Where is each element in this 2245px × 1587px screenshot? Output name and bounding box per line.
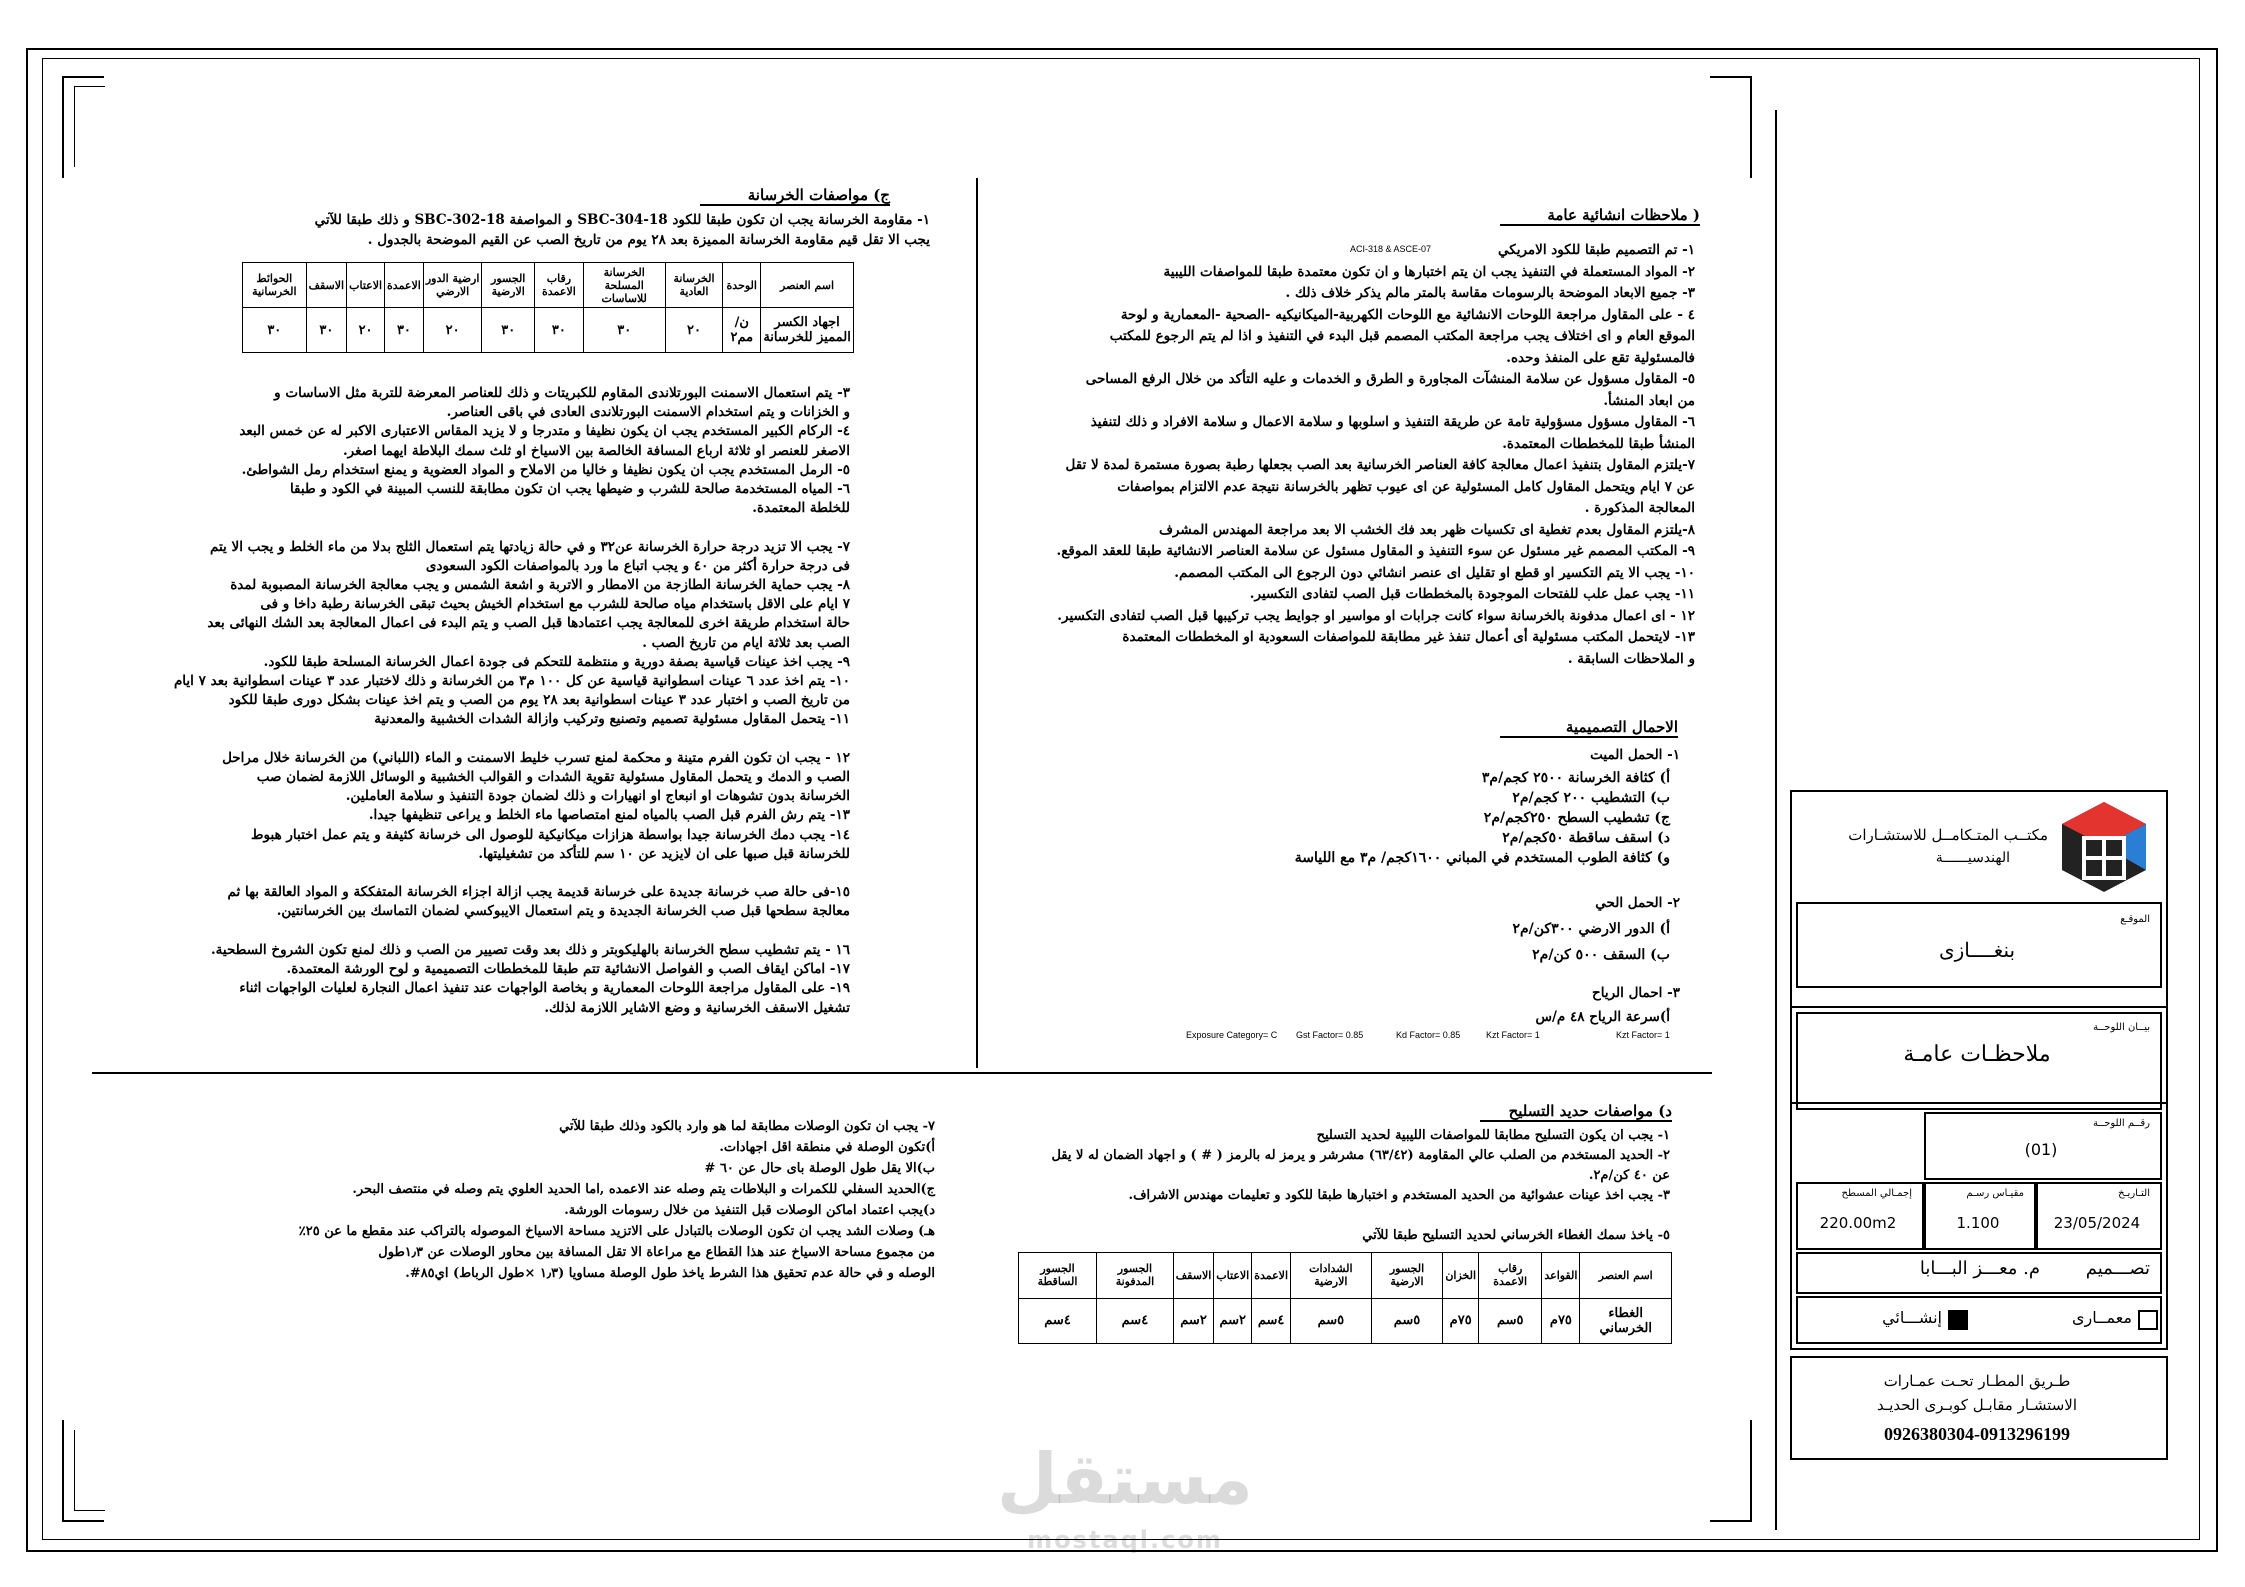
concrete-spec-line [130,730,850,749]
general-notes-line: ٥- المقاول مسؤول عن سلامة المنشآت المجاورة و الطرق و الخدمات و عليه التأكد من خلال الرفع المساحى [1085,371,1695,387]
cover-table-value-cell: ٥سم [1371,1298,1443,1344]
horizontal-divider [92,1072,1712,1074]
watermark-arabic: مستقل [996,1438,1253,1520]
concrete-table-header-cell: الحوائط الخرسانية [243,263,307,308]
cover-table-header-cell: الاعتاب [1214,1253,1252,1299]
site-value: بنغــــازى [1938,938,2016,962]
cover-table-header-cell: الشدادات الارضية [1291,1253,1372,1299]
concrete-spec-line: تشغيل الاسقف الخرسانية و وضع الاشاير اللازمة لذلك. [544,999,850,1016]
site-label: الموقـع [2120,914,2150,925]
cover-table-header-cell: الجسور المدفونة [1097,1253,1174,1299]
scale-value: 1.100 [1956,1214,2000,1232]
concrete-spec-line: ١٤- يجب دمك الخرسانة جيدا بواسطة هزازات ميكانيكية للوصول الى خرسانة كثيفة و يتم عمل اختبار هبوط [251,826,850,843]
architectural-checkbox[interactable] [2138,1310,2158,1330]
concrete-table-value-cell: ٣٠ [306,308,347,353]
concrete-spec-line: ١٩- على المقاول مراجعة اللوحات المعمارية و بخاصة الواجهات عند تنفيذ اعمال النجارة لعليات الواجهات اثناء [239,980,850,997]
general-notes-line: ٦- المقاول مسؤول مسؤولية تامة عن طريقة التنفيذ و اسلوبها و سلامة الاعمال و سلامة الافراد و ذلك لتنفيذ [1090,414,1695,430]
structural-label: إنشـــائي [1882,1308,1942,1327]
office-subtitle: الهندسيــــــة [1935,850,2010,866]
concrete-spec-line: ٤- الركام الكبير المستخدم يجب ان يكون نظيفا و متدرجا و لا يزيد المقاس الاعتبارى الاكبر له عن خمس البعد [239,423,850,440]
cover-table-value-cell: ٤سم [1097,1298,1174,1344]
lap-spec-line: ج)الحديد السفلي للكمرات و البلاطات يتم وصله عند الاعمده ,اما الحديد العلوي يتم وصله في منتصف البحر. [352,1182,935,1197]
steel-spec-line: ٣- يجب اخذ عينات عشوائية من الحديد المستخدم و اختبارها طبقا للكود و تعليمات مهندس الاشراف. [1128,1188,1670,1203]
general-notes-line: ٢- المواد المستعملة في التنفيذ يجب ان يتم اختبارها و ان تكون معتمدة طبقا للمواصفات الليبية [1163,263,1695,280]
cover-table-value-cell: ٥سم [1479,1298,1542,1344]
office-logo [2056,798,2152,896]
concrete-table-header-cell: الجسور الارضية [482,263,535,308]
dead-load-list [1220,768,1670,868]
cover-table-value-cell: الغطاء الخرساني [1580,1298,1672,1344]
general-notes-line: ٤ - على المقاول مراجعة اللوحات الانشائية مع اللوحات الكهربية-الميكانيكيه -الصحية -المعمارية و لوحة [1120,306,1695,323]
concrete-spec-line [130,922,850,941]
concrete-spec-line: ١٧- اماكن ايقاف الصب و الفواصل الانشائية تتم طبقا للمخططات التصميمية و لوح الورشة المعتمدة. [286,961,850,978]
concrete-table-value-cell: ٣٠ [243,308,307,353]
concrete-spec-line: للخلطة المعتمدة. [752,500,850,517]
dead-load-title: ١- الحمل الميت [1590,747,1680,763]
watermark-latin: mostaql.com [1027,1526,1223,1554]
phone-numbers: 0926380304-0913296199 [1884,1424,2070,1444]
concrete-table-header-cell: الاعمدة [385,263,424,308]
concrete-table-value-cell: ٣٠ [534,308,583,353]
vertical-divider [976,178,978,1068]
steel-specs-list [1000,1126,1670,1246]
corner-bracket-tr [1710,76,1752,178]
area-label: إجمـالي المسطح [1841,1188,1912,1199]
lap-spec-line: من مجموع مساحة الاسياخ عند هذا القطاع مع مراعاة الا تقل المسافة بين محاور الوصلات عن ١٫٣طول [378,1245,935,1260]
designer-label: تصـــميم [2085,1258,2150,1279]
concrete-cover-table [1018,1252,1672,1344]
concrete-table-value-cell: ٢٠ [665,308,723,353]
cover-table-value-cell: ٢سم [1173,1298,1214,1344]
corner-bracket-tl2 [74,86,105,167]
concrete-table-value-cell: اجهاد الكسر المميز للخرسانة [761,308,854,353]
general-notes-line: عن ٧ ايام ويتحمل المقاول كامل المسئولية عن اى عيوب تظهر بالخرسانة نتيجة عدم الالتزام بمواصفات [1117,478,1695,495]
steel-spec-line [1000,1206,1670,1226]
wind-factor: Kd Factor= 0.85 [1396,1030,1461,1040]
concrete-spec-line: ١٦ - يتم تشطيب سطح الخرسانة بالهليكوبتر و ذلك بعد وقت تصيير من الصب و ذلك لمنع تكون الشروخ السطحية. [210,941,850,958]
dead-load-line: و) كثافة الطوب المستخدم في المباني ١٦٠٠كجم/ م٣ مع اللياسة [1294,850,1670,866]
concrete-table-value-cell: ٣٠ [583,308,665,353]
concrete-spec-line: ٣- يتم استعمال الاسمنت البورتلاندى المقاوم للكبريتات و ذلك للعناصر المعرضة للتربة مثل الاساسات و [274,385,850,401]
concrete-table-header-cell: ارضية الدور الارضي [423,263,482,308]
corner-bracket-br [1710,1420,1752,1522]
concrete-table-header-cell: الوحدة [723,263,761,308]
lap-splices-list [160,1116,935,1284]
cover-table-header-cell: الاسقف [1173,1253,1214,1299]
lap-spec-line: الوصله و في حالة عدم تحقيق هذا الشرط ياخذ طول الوصلة مساويا (١٫٣ ×طول الرباط) اي٨٥#. [405,1266,935,1281]
address-line-2: الاستشـار مقابـل كوبـرى الحديـد [1876,1396,2078,1414]
cover-table-header-cell: الخزان [1443,1253,1479,1299]
live-load-line: ب) السقف ٥٠٠ كن/م٢ [1532,947,1670,963]
cover-table-header-cell: الاعمدة [1252,1253,1291,1299]
concrete-specs-title: ج) مواصفات الخرسانة [700,186,890,206]
concrete-table-value-cell: ن/مم٢ [723,308,761,353]
general-notes-line: ٨-يلتزم المقاول بعدم تغطية اى تكسيات ظهر بعد فك الخشب الا بعد مراجعة المهندس المشرف [1158,521,1695,538]
concrete-spec-line [130,518,850,537]
concrete-spec-line: ٧- يجب الا تزيد درجة حرارة الخرسانة عن٣٢ و في حالة زيادتها يتم استعمال الثلج بدلا من ماء الخلط و يجب الا يتم [209,538,850,555]
general-notes-line: ١٣- لايتحمل المكتب مسئولية أى أعمال تنفذ غير مطابقة للمواصفات السعودية او المخططات المعتمدة [1122,629,1695,645]
concrete-specs-intro [240,210,930,250]
structural-checkbox[interactable] [1948,1310,1968,1330]
wind-factor: Exposure Category= C [1186,1030,1278,1040]
dead-load-line: ب) التشطيب ٢٠٠ كجم/م٢ [1512,790,1670,806]
concrete-spec-line: فى درجة حرارة أكثر من ٤٠ و يجب اتباع ما ورد بالمواصفات الكود السعودى [425,557,850,574]
concrete-spec-line: للخرسانة قبل صبها على ان لايزيد عن ١٠ سم للتأكد من تشغيليتها. [478,845,850,862]
cover-table-value-cell: ٢سم [1214,1298,1252,1344]
cover-table-value-cell: ٤سم [1252,1298,1291,1344]
concrete-spec-line: معالجة سطحها قبل صب الخرسانة الجديدة و يتم استعمال الايبوكسي لضمان التماسك بين الخرسانتين. [276,903,850,920]
concrete-spec-line: من تاريخ الصب و اختبار عدد ٣ عينات اسطوانية بعد ٢٨ يوم من الصب و يتم اخذ عينات بشكل دورى طبقا للكود [228,692,850,709]
sheet-title-value: ملاحظـات عامـة [1903,1042,2051,1067]
cover-table-header-cell: الجسور الارضية [1371,1253,1443,1299]
concrete-spec-line: ١٥-فى حالة صب خرسانة جديدة على خرسانة قديمة يجب ازالة اجزاء الخرسانة المتفككة و المواد العالقة بها ثم [227,884,850,901]
general-notes-line: الموقع العام و اى اختلاف يجب مراجعة المكتب المصمم قبل البدء في التنفيذ و اذا لم يتم الرجوع للمكتب [1109,328,1695,344]
concrete-spec-line: ٥- الرمل المستخدم يجب ان يكون نظيفا و خاليا من الاملاح و المواد العضوية و يمنع استخدام رمل الشواطئ. [241,461,850,478]
concrete-spec-line: ١٠- يتم اخذ عدد ٦ عينات اسطوانية قياسية عن كل ١٠٠ م٣ من الخرسانة و ذلك لاختبار عدد ٣ عينات اسطوانية بعد ٧ ايام [173,673,850,690]
concrete-spec-line: ٩- يجب اخذ عينات قياسية بصفة دورية و منتظمة للتحكم فى جودة اعمال الخرسانة المسلحة طبقا للكود. [263,653,850,670]
wind-speed: أ)سرعة الرياح ٤٨ م/س [1535,1009,1670,1025]
wind-factor: Kzt Factor= 1 [1486,1030,1540,1040]
logo-pane-4 [2106,860,2122,876]
date-value: 23/05/2024 [2053,1214,2141,1232]
concrete-strength-table [242,262,854,353]
concrete-spec-line: الصب و الدمك و يتحمل المقاول مسئولية تقوية الشدات و القوالب الخشبية و الوسائل اللازمة لضمان صب [256,769,850,786]
concrete-table-header-cell: الخرسانة العادية [665,263,723,308]
logo-pane-1 [2086,840,2102,856]
steel-spec-line: ٢- الحديد المستخدم من الصلب عالي المقاومة (٦٣/٤٢) مشرشر و يرمز له بالرمز ( # ) و اجهاد الضمان له لا يقل [1051,1148,1670,1163]
area-value: 220.00m2 [1819,1214,1897,1232]
general-notes-line: ١- تم التصميم طبقا للكود الامريكي [1498,242,1695,258]
steel-spec-line: عن ٤٠ كن/م٢. [1588,1168,1670,1183]
concrete-spec-line: ١١- يتحمل المقاول مسئولية تصميم وتصنيع وتركيب وازالة الشدات الخشبية والمعدنية [374,711,850,728]
general-notes-line: من ابعاد المنشأ. [1603,392,1695,409]
designer-value: م. معـــز البـــابا [1919,1258,2040,1279]
live-load-line: أ) الدور الارضي ٣٠٠كن/م٢ [1512,921,1670,937]
lap-spec-line: أ)تكون الوصلة في منطقة اقل اجهادات. [719,1140,935,1155]
general-notes-line: المعالجة المذكورة . [1584,500,1695,516]
sheet-number-value: (01) [2024,1140,2058,1159]
sheet-number-label: رقــم اللوحــة [2092,1118,2150,1129]
lap-spec-line: ب)الا يقل طول الوصلة باى حال عن ٦٠ # [704,1161,935,1176]
cover-table-header-cell: القواعد [1542,1253,1580,1299]
general-notes-line: ٣- جميع الابعاد الموضحة بالرسومات مقاسة بالمتر مالم يذكر خلاف ذلك . [1285,285,1695,301]
general-notes-list [1000,240,1695,670]
steel-specs-title: د) مواصفات حديد التسليح [1480,1102,1672,1122]
logo-pane-2 [2106,840,2122,856]
concrete-spec-line: الصب بعد ثلاثة ايام من تاريخ الصب . [642,634,850,651]
lap-spec-line: هـ) وصلات الشد يجب ان تكون الوصلات بالتبادل على الاتزيد مساحة الاسياخ الموصوله بالتراكب عند مقطع ما عن ٢٥٪ [298,1224,935,1239]
sheet-title-label: بيــان اللوحــة [2093,1022,2150,1033]
concrete-table-header-cell: الاسقف [306,263,347,308]
concrete-spec-line: ٧ ايام على الاقل باستخدام مياه صالحة للشرب مع استخدام الخيش بحيث تبقى الخرسانة رطبة داخا و فى [260,596,850,613]
general-notes-line: المنشأ طبقا للمخططات المعتمدة. [1502,435,1695,452]
concrete-table-header-cell: الخرسانة المسلحة للاساسات [583,263,665,308]
general-notes-title: ( ملاحظات انشائية عامة [1500,206,1700,226]
general-notes-line: ١٢ - اى اعمال مدفونة بالخرسانة سواء كانت جرابات او مواسير او جوايط يجب تركيبها قبل الصب لتفادى التكسير. [1057,607,1695,624]
general-notes-line: ٩- المكتب المصمم غير مسئول عن سوء التنفيذ و المقاول مسئول عن سلامة العناصر الانشائية طبقا للعقد الموقع. [1056,543,1695,559]
live-load-title: ٢- الحمل الحي [1595,895,1680,911]
cover-table-value-cell: ٧٥م [1443,1298,1479,1344]
concrete-specs-list [130,384,850,1018]
general-notes-line: فالمسئولية تقع على المنفذ وحده. [1506,349,1695,366]
concrete-spec-line: و الخزانات و يتم استخدام الاسمنت البورتلاندى العادى في باقى العناصر. [446,404,850,421]
titleblock-divider [1775,110,1777,1530]
live-load-list [1300,916,1670,968]
general-notes-line: و الملاحظات السابقة . [1567,650,1695,667]
concrete-spec-line: ١٣- يتم رش الفرم قبل الصب بالمياه لمنع امتصاصها ماء الخلط و يراعى تنظيفها جيدا. [368,807,850,824]
code-reference: ACI-318 & ASCE-07 [1350,244,1432,254]
address-line-1: طـريق المطـار تحـت عمـارات [1883,1372,2071,1390]
cover-table-value-cell: ٥سم [1291,1298,1372,1344]
concrete-spec-line: الخرسانة بدون تشوهات او انبعاج او انهيارات و ذلك لضمان جودة التنفيذ و سلامة العاملين. [345,788,850,805]
wind-factor: Gst Factor= 0.85 [1296,1030,1364,1040]
concrete-spec-line [130,864,850,883]
design-loads-title: الاحمال التصميمية [1500,718,1678,738]
cover-table-header-cell: اسم العنصر [1580,1253,1672,1299]
cover-table-value-cell: ٤سم [1019,1298,1097,1344]
cover-table-value-cell: ٧٥م [1542,1298,1580,1344]
architectural-label: معمــارى [2071,1308,2132,1327]
dead-load-line: د) اسقف ساقطة ٥٠كجم/م٢ [1502,830,1670,846]
general-notes-line: ٧-يلتزم المقاول بتنفيذ اعمال معالجة كافة العناصر الخرسانية بعد الصب بجعلها رطبة بصورة مستمرة لمدة لا تقل [1065,457,1695,473]
concrete-table-value-cell: ٣٠ [385,308,424,353]
steel-spec-line: ٥- ياخذ سمك الغطاء الخرساني لحديد التسليح طبقا للآتي [1362,1228,1670,1243]
wind-load-title: ٣- احمال الرياح [1592,985,1680,1001]
concrete-spec-line: ١٢ - يجب ان تكون الفرم متينة و محكمة لمنع تسرب خليط الاسمنت و الماء (اللباني) من الخرسانة خلال مراحل [222,749,850,766]
scale-label: مقيـاس رسـم [1966,1188,2024,1199]
corner-bracket-bl2 [74,1430,105,1511]
concrete-table-value-cell: ٢٠ [347,308,385,353]
concrete-table-value-cell: ٢٠ [423,308,482,353]
concrete-spec-line: ٨- يجب حماية الخرسانة الطازجة من الامطار و الاتربة و اشعة الشمس و يجب معالجة الخرسانة المصبوبة لمدة [230,577,850,594]
concrete-table-header-cell: الاعتاب [347,263,385,308]
concrete-spec-line: ٦- المياه المستخدمة صالحة للشرب و ضيطها يجب ان تكون مطابقة للنسب المبينة في الكود و طبقا [289,481,850,498]
concrete-table-header-cell: رقاب الاعمدة [534,263,583,308]
steel-spec-line: ١- يجب ان يكون التسليح مطابقا للمواصفات الليبية لحديد التسليح [1316,1128,1670,1143]
office-name: مكتــب المتـكامــل للاستشـارات [1848,826,2048,844]
concrete-spec-line: الاصغر للعنصر او ثلاثة ارباع المسافة الخالصة بين الاسياخ او ثلث سمك البلاطة ايهما اصغر. [342,442,850,459]
dead-load-line: ج) تشطيب السطح ٢٥٠كجم/م٢ [1483,810,1670,826]
cover-table-header-cell: الجسور الساقطة [1019,1253,1097,1299]
lap-spec-line: د)يجب اعتماد اماكن الوصلات قبل التنفيذ من خلال رسومات الورشة. [564,1203,935,1218]
dead-load-line: أ) كثافة الخرسانة ٢٥٠٠ كجم/م٣ [1481,770,1670,786]
concrete-table-header-cell: اسم العنصر [761,263,854,308]
concrete-intro-line: ١- مقاومة الخرسانة يجب ان تكون طبقا للكود SBC-304-18 و المواصفة SBC-302-18 و ذلك طبقا للآتي [314,212,930,228]
general-notes-line: ١٠- يجب الا يتم التكسير او قطع او تقليل اى عنصر انشائي دون الرجوع الى المكتب المصمم. [1174,564,1695,581]
lap-spec-line: ٧- يجب ان تكون الوصلات مطابقة لما هو وارد بالكود وذلك طبقا للآتي [559,1119,935,1134]
wind-factor: Kzt Factor= 1 [1616,1030,1670,1040]
general-notes-line: ١١- يجب عمل علب للفتحات الموجودة بالمخططات قبل الصب لتفادى التكسير. [1249,586,1695,602]
logo-pane-3 [2086,860,2102,876]
concrete-spec-line: حالة استخدام طريقة اخرى للمعالجة يجب اعتمادها قبل الصب و يتم البدء فى اعمال المعالجة بعد الشك النهائى بعد [207,615,850,632]
concrete-table-value-cell: ٣٠ [482,308,535,353]
concrete-intro-line: يجب الا تقل قيم مقاومة الخرسانة المميزة بعد ٢٨ يوم من تاريخ الصب عن القيم الموضحة بالجدول . [367,232,930,248]
date-label: التـاريـخ [2118,1188,2150,1199]
cover-table-header-cell: رقاب الاعمدة [1479,1253,1542,1299]
